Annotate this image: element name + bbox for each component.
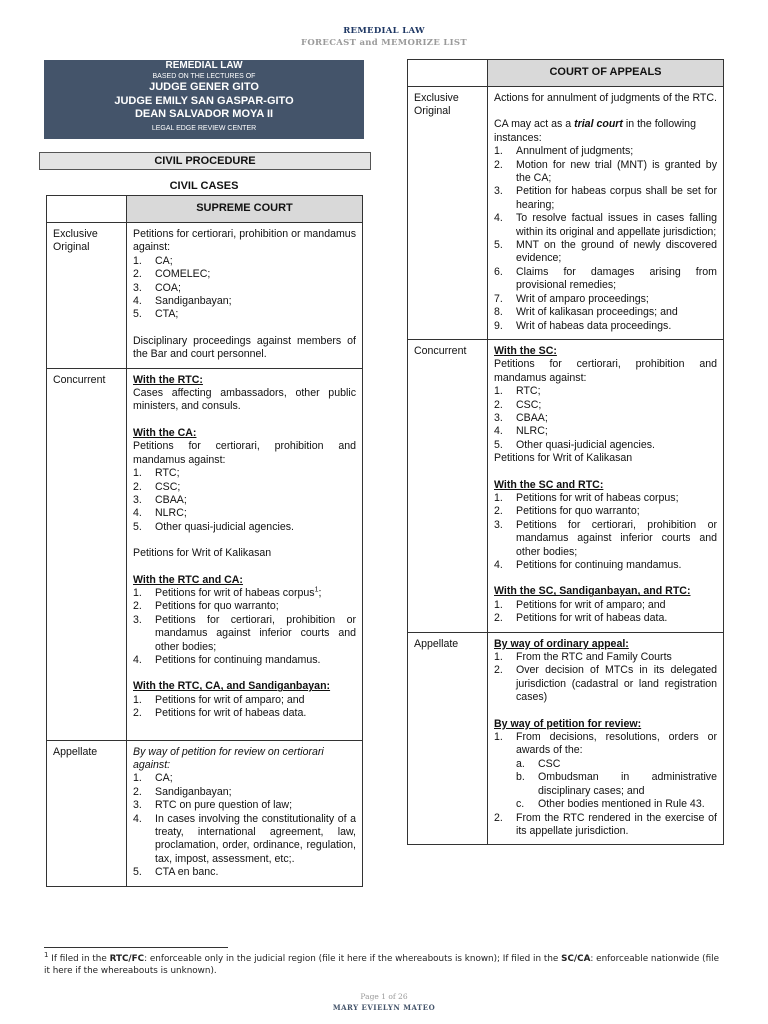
table-row [47, 223, 363, 369]
body-text: Petitions for Writ of Kalikasan [494, 452, 633, 465]
list-item: 2. Petitions for writ of habeas data. [494, 612, 668, 625]
list-item: 3. CBAA; [133, 493, 187, 506]
numbered-list [133, 694, 356, 721]
list-item: 4. In cases involving the constitutionality of a treaty, international agreement, law, proclamation, order, ordinance, regulation, tax, impost, assessment, etc;. [133, 812, 356, 865]
footnote-marker[interactable]: 1 [314, 586, 319, 594]
table-corner-cell [47, 196, 127, 223]
list-item: 2. COMELEC; [133, 268, 211, 281]
subheading: With the SC and RTC: [494, 478, 604, 491]
subheading: By way of ordinary appeal: [494, 637, 629, 650]
bold-term: SC/CA [561, 954, 591, 964]
list-item: a. CSC [516, 757, 561, 770]
intro-text: Petitions for certiorari, prohibition or mandamus against: [133, 228, 356, 254]
table-row [408, 339, 724, 632]
list-item: 4. To resolve factual issues in cases falling within its original and appellate jurisdiction; [494, 212, 717, 238]
list-item: 3. Petition for habeas corpus shall be set for hearing; [494, 185, 717, 211]
bold-term: RTC/FC [109, 954, 145, 964]
subheading: With the SC: [494, 344, 557, 357]
table-corner-cell [408, 60, 488, 87]
numbered-list [133, 255, 356, 322]
list-item: 2. From the RTC rendered in the exercise of its appellate jurisdiction. [494, 811, 717, 837]
numbered-list [494, 145, 717, 333]
row-content [488, 339, 724, 632]
intro-text: CA may act as a trial court in the following instances: [494, 118, 696, 144]
section-heading: CIVIL PROCEDURE [39, 152, 371, 170]
subheading: With the RTC, CA, and Sandiganbayan: [133, 680, 331, 693]
title-banner [44, 60, 364, 139]
subheading: With the CA: [133, 426, 197, 439]
subheading: With the RTC and CA: [133, 573, 243, 586]
row-content [127, 223, 363, 369]
list-item: 1. RTC; [133, 467, 180, 480]
row-label: Appellate [47, 740, 127, 886]
body-text: Cases affecting ambassadors, other public ministers, and consuls. [133, 387, 356, 413]
body-text: Disciplinary proceedings against members of the Bar and court personnel. [133, 334, 356, 361]
list-item: 4. NLRC; [133, 507, 187, 520]
subsection-heading: CIVIL CASES [169, 180, 239, 192]
row-content [127, 740, 363, 886]
list-item: 8. Writ of kalikasan proceedings; and [494, 306, 678, 319]
row-label: Concurrent [408, 339, 488, 632]
subheading: By way of petition for review: [494, 717, 642, 730]
header-title: REMEDIAL LAW [343, 26, 425, 36]
row-label: Exclusive Original [408, 87, 488, 340]
table-row [408, 87, 724, 340]
numbered-list [494, 651, 717, 705]
list-item: 2. Petitions for quo warranto; [494, 505, 640, 518]
row-label: Exclusive Original [47, 223, 127, 369]
row-content [127, 368, 363, 740]
list-item: 3. Petitions for certiorari, prohibition or mandamus against inferior courts and other bodies; [494, 518, 717, 558]
table-row [408, 632, 724, 845]
court-of-appeals-table [407, 59, 724, 845]
list-item: 1. Petitions for writ of habeas corpus; [494, 491, 679, 504]
list-item: 1. From decisions, resolutions, orders or awards of the: a. CSC b. Ombudsman in administrative disciplinary cases; and c. Other bodies mentioned in Rule 43. [494, 731, 717, 811]
subheading: With the RTC: [133, 373, 203, 386]
footnote-number: 1 [44, 951, 49, 960]
list-item: 5. CTA en banc. [133, 866, 219, 879]
header-subtitle: FORECAST and MEMORIZE LIST [301, 38, 467, 48]
footnote: $^1$ If filed in the RTC/FC: enforceable only in the judicial region (file it here if the whereabouts is known); If filed in the SC/CA: enforceable nationwide (file it here if the whereabouts is unknown). [44, 951, 719, 976]
list-item: 3. COA; [133, 281, 181, 294]
footnote-separator [44, 947, 228, 948]
lecturer-3: DEAN SALVADOR MOYA II [134, 108, 274, 120]
numbered-list [494, 599, 717, 626]
list-item: 2. Petitions for quo warranto; [133, 600, 279, 613]
list-item: 2. Over decision of MTCs in its delegated jurisdiction (cadastral or land registration cases) [494, 664, 717, 704]
row-content [488, 87, 724, 340]
list-item: 7. Writ of amparo proceedings; [494, 292, 649, 305]
numbered-list [494, 731, 717, 838]
list-item: 2. Sandiganbayan; [133, 785, 232, 798]
list-item: 1. Petitions for writ of amparo; and [494, 598, 666, 611]
table-header-row [47, 196, 363, 223]
list-item: 4. Petitions for continuing mandamus. [494, 559, 682, 571]
table-row [47, 740, 363, 886]
lettered-list [516, 758, 717, 812]
list-item: 1. CA; [133, 254, 173, 267]
list-item: 3. Petitions for certiorari, prohibition or mandamus against inferior courts and other bodies; [133, 613, 356, 653]
supreme-court-table [46, 195, 363, 887]
body-text: Actions for annulment of judgments of the RTC. [494, 92, 717, 104]
list-item: 5. Other quasi-judicial agencies. [133, 520, 294, 533]
numbered-list [133, 587, 356, 667]
list-item: 9. Writ of habeas data proceedings. [494, 319, 672, 332]
numbered-list [133, 467, 356, 534]
row-label: Concurrent [47, 368, 127, 740]
list-item: 5. CTA; [133, 308, 179, 321]
list-item: b. Ombudsman in administrative disciplinary cases; and [516, 771, 717, 797]
list-item: 5. Other quasi-judicial agencies. [494, 438, 655, 451]
numbered-list [494, 492, 717, 572]
numbered-list [133, 772, 356, 879]
list-item: 2. Petitions for writ of habeas data. [133, 707, 307, 720]
author-name: MARY EVIELYN MATEO [332, 1003, 436, 1012]
intro-text: By way of petition for review on certiorari against: [133, 745, 324, 771]
intro-text: Petitions for certiorari, prohibition and mandamus against: [133, 440, 356, 466]
list-item: 1. CA; [133, 772, 173, 785]
body-text: Petitions for Writ of Kalikasan [133, 547, 272, 560]
list-item: 2. CSC; [494, 398, 542, 411]
list-item: 3. RTC on pure question of law; [133, 799, 293, 812]
banner-title: REMEDIAL LAW [165, 60, 243, 71]
list-item: 5. MNT on the ground of newly discovered evidence; [494, 239, 717, 265]
table-header-row [408, 60, 724, 87]
list-item: 6. Claims for damages arising from provisional remedies; [494, 265, 717, 292]
table-row [47, 368, 363, 740]
list-item: 4. Petitions for continuing mandamus. [133, 653, 321, 666]
list-item: 1. Annulment of judgments; [494, 145, 634, 158]
emphasis-text: trial court [574, 118, 623, 131]
intro-text: Petitions for certiorari, prohibition and mandamus against: [494, 358, 717, 384]
numbered-list [494, 385, 717, 452]
list-item: 1. RTC; [494, 385, 541, 398]
lecturer-2: JUDGE EMILY SAN GASPAR-GITO [114, 94, 294, 107]
list-item: 4. Sandiganbayan; [133, 295, 232, 308]
table-heading: COURT OF APPEALS [488, 60, 724, 87]
list-item: 4. NLRC; [494, 425, 548, 438]
list-item: 1. Petitions for writ of habeas corpus$^1$; [133, 586, 322, 599]
list-item: 1. From the RTC and Family Courts [494, 651, 672, 664]
page-number: Page 1 of 26 [360, 992, 408, 1001]
table-heading: SUPREME COURT [127, 196, 363, 223]
review-center: LEGAL EDGE REVIEW CENTER [151, 124, 257, 132]
subheading: With the SC, Sandiganbayan, and RTC: [494, 585, 691, 598]
row-label: Appellate [408, 632, 488, 845]
banner-subtitle: BASED ON THE LECTURES OF [152, 73, 256, 80]
lecturer-1: JUDGE GENER GITO [149, 81, 259, 93]
list-item: 2. CSC; [133, 480, 181, 493]
list-item: 1. Petitions for writ of amparo; and [133, 693, 305, 706]
list-item: c. Other bodies mentioned in Rule 43. [516, 798, 705, 811]
list-item: 3. CBAA; [494, 411, 548, 424]
row-content [488, 632, 724, 845]
list-item: 2. Motion for new trial (MNT) is granted by the CA; [494, 158, 717, 185]
